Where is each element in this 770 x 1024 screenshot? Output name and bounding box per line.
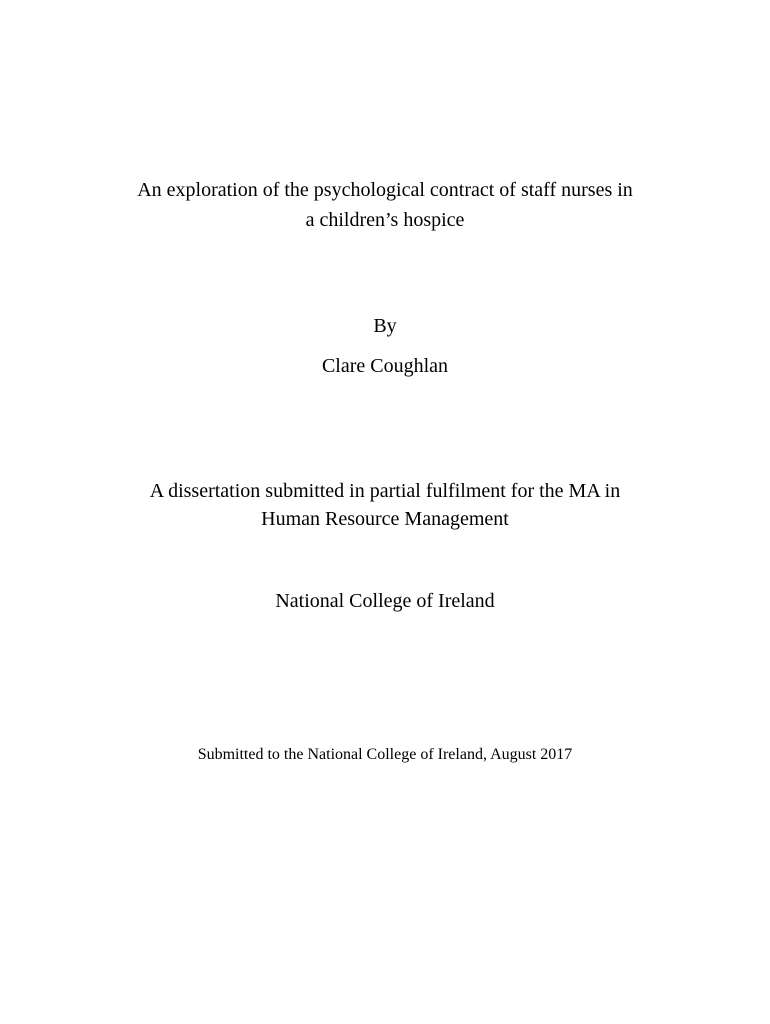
dissertation-line-1: A dissertation submitted in partial fulfilment for the MA in xyxy=(149,480,621,502)
author-name: Clare Coughlan xyxy=(321,355,449,377)
by-label: By xyxy=(373,315,397,337)
dissertation-line-2: Human Resource Management xyxy=(261,508,509,530)
submission-statement: Submitted to the National College of Ireland, August 2017 xyxy=(197,746,573,763)
title-line-1: An exploration of the psychological contract of staff nurses in xyxy=(137,179,633,201)
title-line-2: a children’s hospice xyxy=(305,209,465,231)
institution-name: National College of Ireland xyxy=(275,590,495,612)
